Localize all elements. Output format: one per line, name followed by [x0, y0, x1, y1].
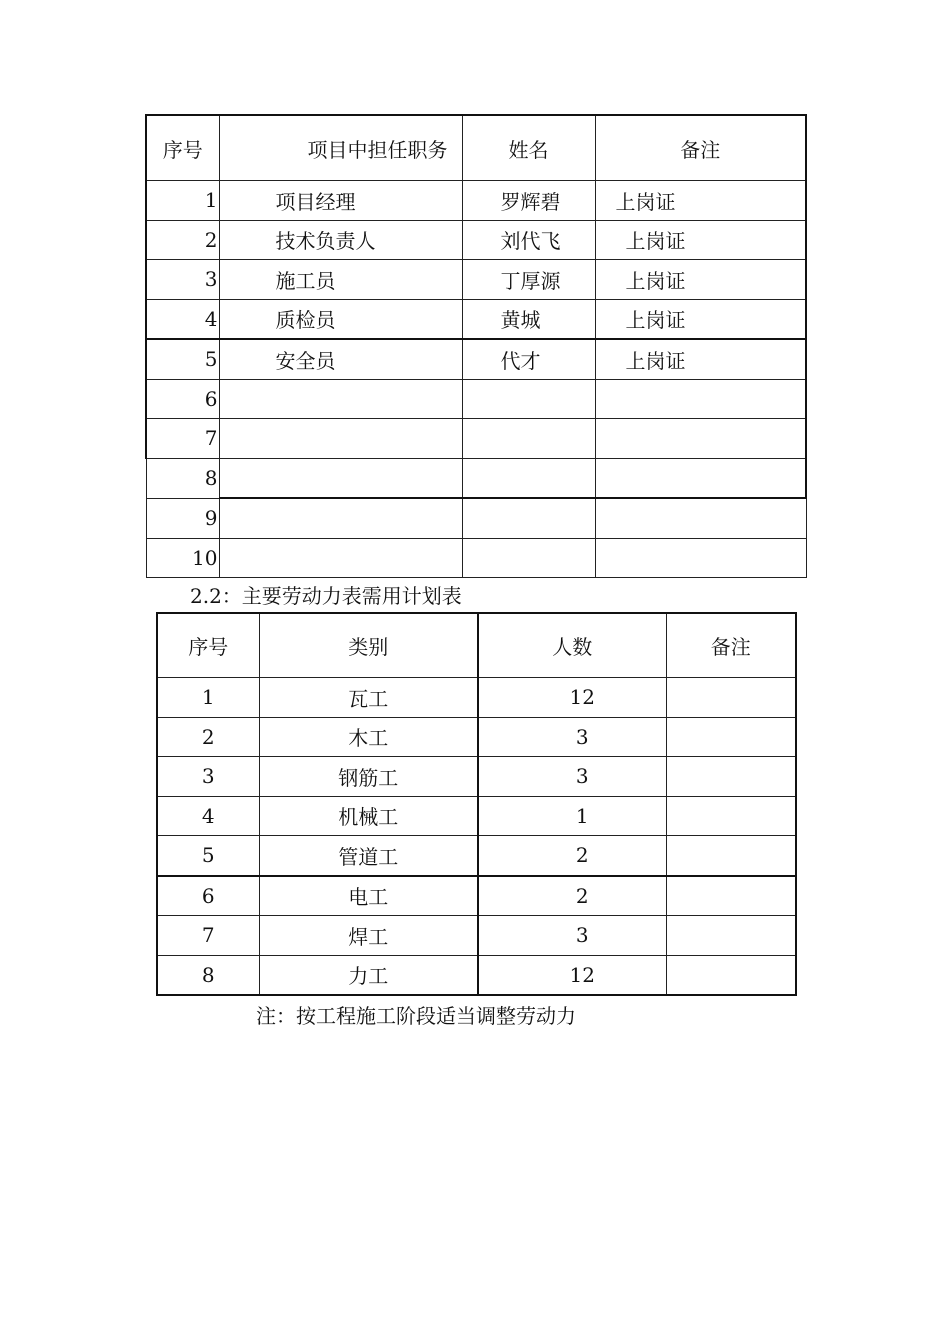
table-row	[146, 458, 806, 498]
cell-note	[595, 538, 806, 578]
table-row	[157, 916, 796, 956]
cell-note	[666, 796, 796, 836]
cell-seq: 7	[157, 916, 259, 956]
cell-role	[219, 538, 462, 578]
cell-role	[219, 498, 462, 538]
cell-name	[462, 538, 595, 578]
cell-role	[219, 458, 462, 498]
cell-category: 焊工	[259, 916, 478, 956]
cell-category: 力工	[259, 955, 478, 995]
cell-count: 12	[478, 955, 666, 995]
cell-note	[666, 757, 796, 797]
cell-note	[595, 379, 806, 419]
cell-note: 上岗证	[595, 339, 806, 379]
cell-note: 上岗证	[595, 181, 806, 221]
cell-category: 电工	[259, 876, 478, 916]
cell-count: 3	[478, 757, 666, 797]
table-row	[146, 299, 806, 339]
table-row	[146, 181, 806, 221]
cell-role: 项目经理	[219, 181, 462, 221]
cell-note	[595, 419, 806, 459]
cell-note	[595, 498, 806, 538]
personnel-table	[145, 114, 807, 578]
cell-note	[595, 458, 806, 498]
table-row	[157, 678, 796, 718]
cell-name	[462, 419, 595, 459]
table-row	[146, 220, 806, 260]
cell-role: 施工员	[219, 260, 462, 300]
table-header-row	[157, 613, 796, 678]
cell-seq: 1	[146, 181, 219, 221]
cell-name: 刘代飞	[462, 220, 595, 260]
cell-seq: 6	[157, 876, 259, 916]
cell-note: 上岗证	[595, 220, 806, 260]
cell-note	[666, 955, 796, 995]
cell-role: 质检员	[219, 299, 462, 339]
cell-seq: 8	[157, 955, 259, 995]
cell-role: 安全员	[219, 339, 462, 379]
cell-category: 钢筋工	[259, 757, 478, 797]
cell-count: 1	[478, 796, 666, 836]
cell-role	[219, 419, 462, 459]
labor-table	[156, 612, 797, 996]
table-row	[146, 498, 806, 538]
cell-name: 丁厚源	[462, 260, 595, 300]
header-seq: 序号	[146, 115, 219, 181]
table-header-row	[146, 115, 806, 181]
table-row	[157, 717, 796, 757]
cell-note	[666, 678, 796, 718]
cell-count: 3	[478, 916, 666, 956]
cell-count: 2	[478, 876, 666, 916]
header-note: 备注	[595, 115, 806, 181]
header-category: 类别	[259, 613, 478, 678]
cell-note	[666, 876, 796, 916]
table-row	[157, 876, 796, 916]
cell-role: 技术负责人	[219, 220, 462, 260]
cell-name	[462, 498, 595, 538]
cell-seq: 4	[157, 796, 259, 836]
cell-note	[666, 717, 796, 757]
footnote: 注：按工程施工阶段适当调整劳动力	[256, 1004, 576, 1028]
table-row	[146, 379, 806, 419]
cell-seq: 5	[146, 339, 219, 379]
cell-seq: 2	[157, 717, 259, 757]
cell-seq: 5	[157, 836, 259, 876]
table-row	[146, 419, 806, 459]
cell-role	[219, 379, 462, 419]
cell-seq: 2	[146, 220, 219, 260]
cell-category: 瓦工	[259, 678, 478, 718]
cell-name	[462, 379, 595, 419]
cell-seq: 9	[146, 498, 219, 538]
cell-note	[666, 836, 796, 876]
header-note: 备注	[666, 613, 796, 678]
cell-note	[666, 916, 796, 956]
cell-name: 代才	[462, 339, 595, 379]
cell-seq: 3	[146, 260, 219, 300]
table-row	[146, 538, 806, 578]
cell-seq: 6	[146, 379, 219, 419]
cell-name: 罗辉碧	[462, 181, 595, 221]
cell-name	[462, 458, 595, 498]
cell-count: 12	[478, 678, 666, 718]
cell-count: 3	[478, 717, 666, 757]
table-row	[157, 955, 796, 995]
cell-seq: 4	[146, 299, 219, 339]
cell-seq: 3	[157, 757, 259, 797]
header-count: 人数	[478, 613, 666, 678]
cell-note: 上岗证	[595, 260, 806, 300]
cell-seq: 7	[146, 419, 219, 459]
table-row	[157, 796, 796, 836]
header-seq: 序号	[157, 613, 259, 678]
cell-name: 黄城	[462, 299, 595, 339]
cell-seq: 1	[157, 678, 259, 718]
cell-note: 上岗证	[595, 299, 806, 339]
cell-seq: 10	[146, 538, 219, 578]
table-row	[146, 260, 806, 300]
header-role: 项目中担任职务	[219, 115, 462, 181]
header-name: 姓名	[462, 115, 595, 181]
table-row	[157, 757, 796, 797]
cell-category: 管道工	[259, 836, 478, 876]
cell-seq: 8	[146, 458, 219, 498]
cell-category: 机械工	[259, 796, 478, 836]
labor-section-title: 2.2：主要劳动力表需用计划表	[190, 584, 462, 608]
cell-category: 木工	[259, 717, 478, 757]
table-row	[146, 339, 806, 379]
table-row	[157, 836, 796, 876]
cell-count: 2	[478, 836, 666, 876]
